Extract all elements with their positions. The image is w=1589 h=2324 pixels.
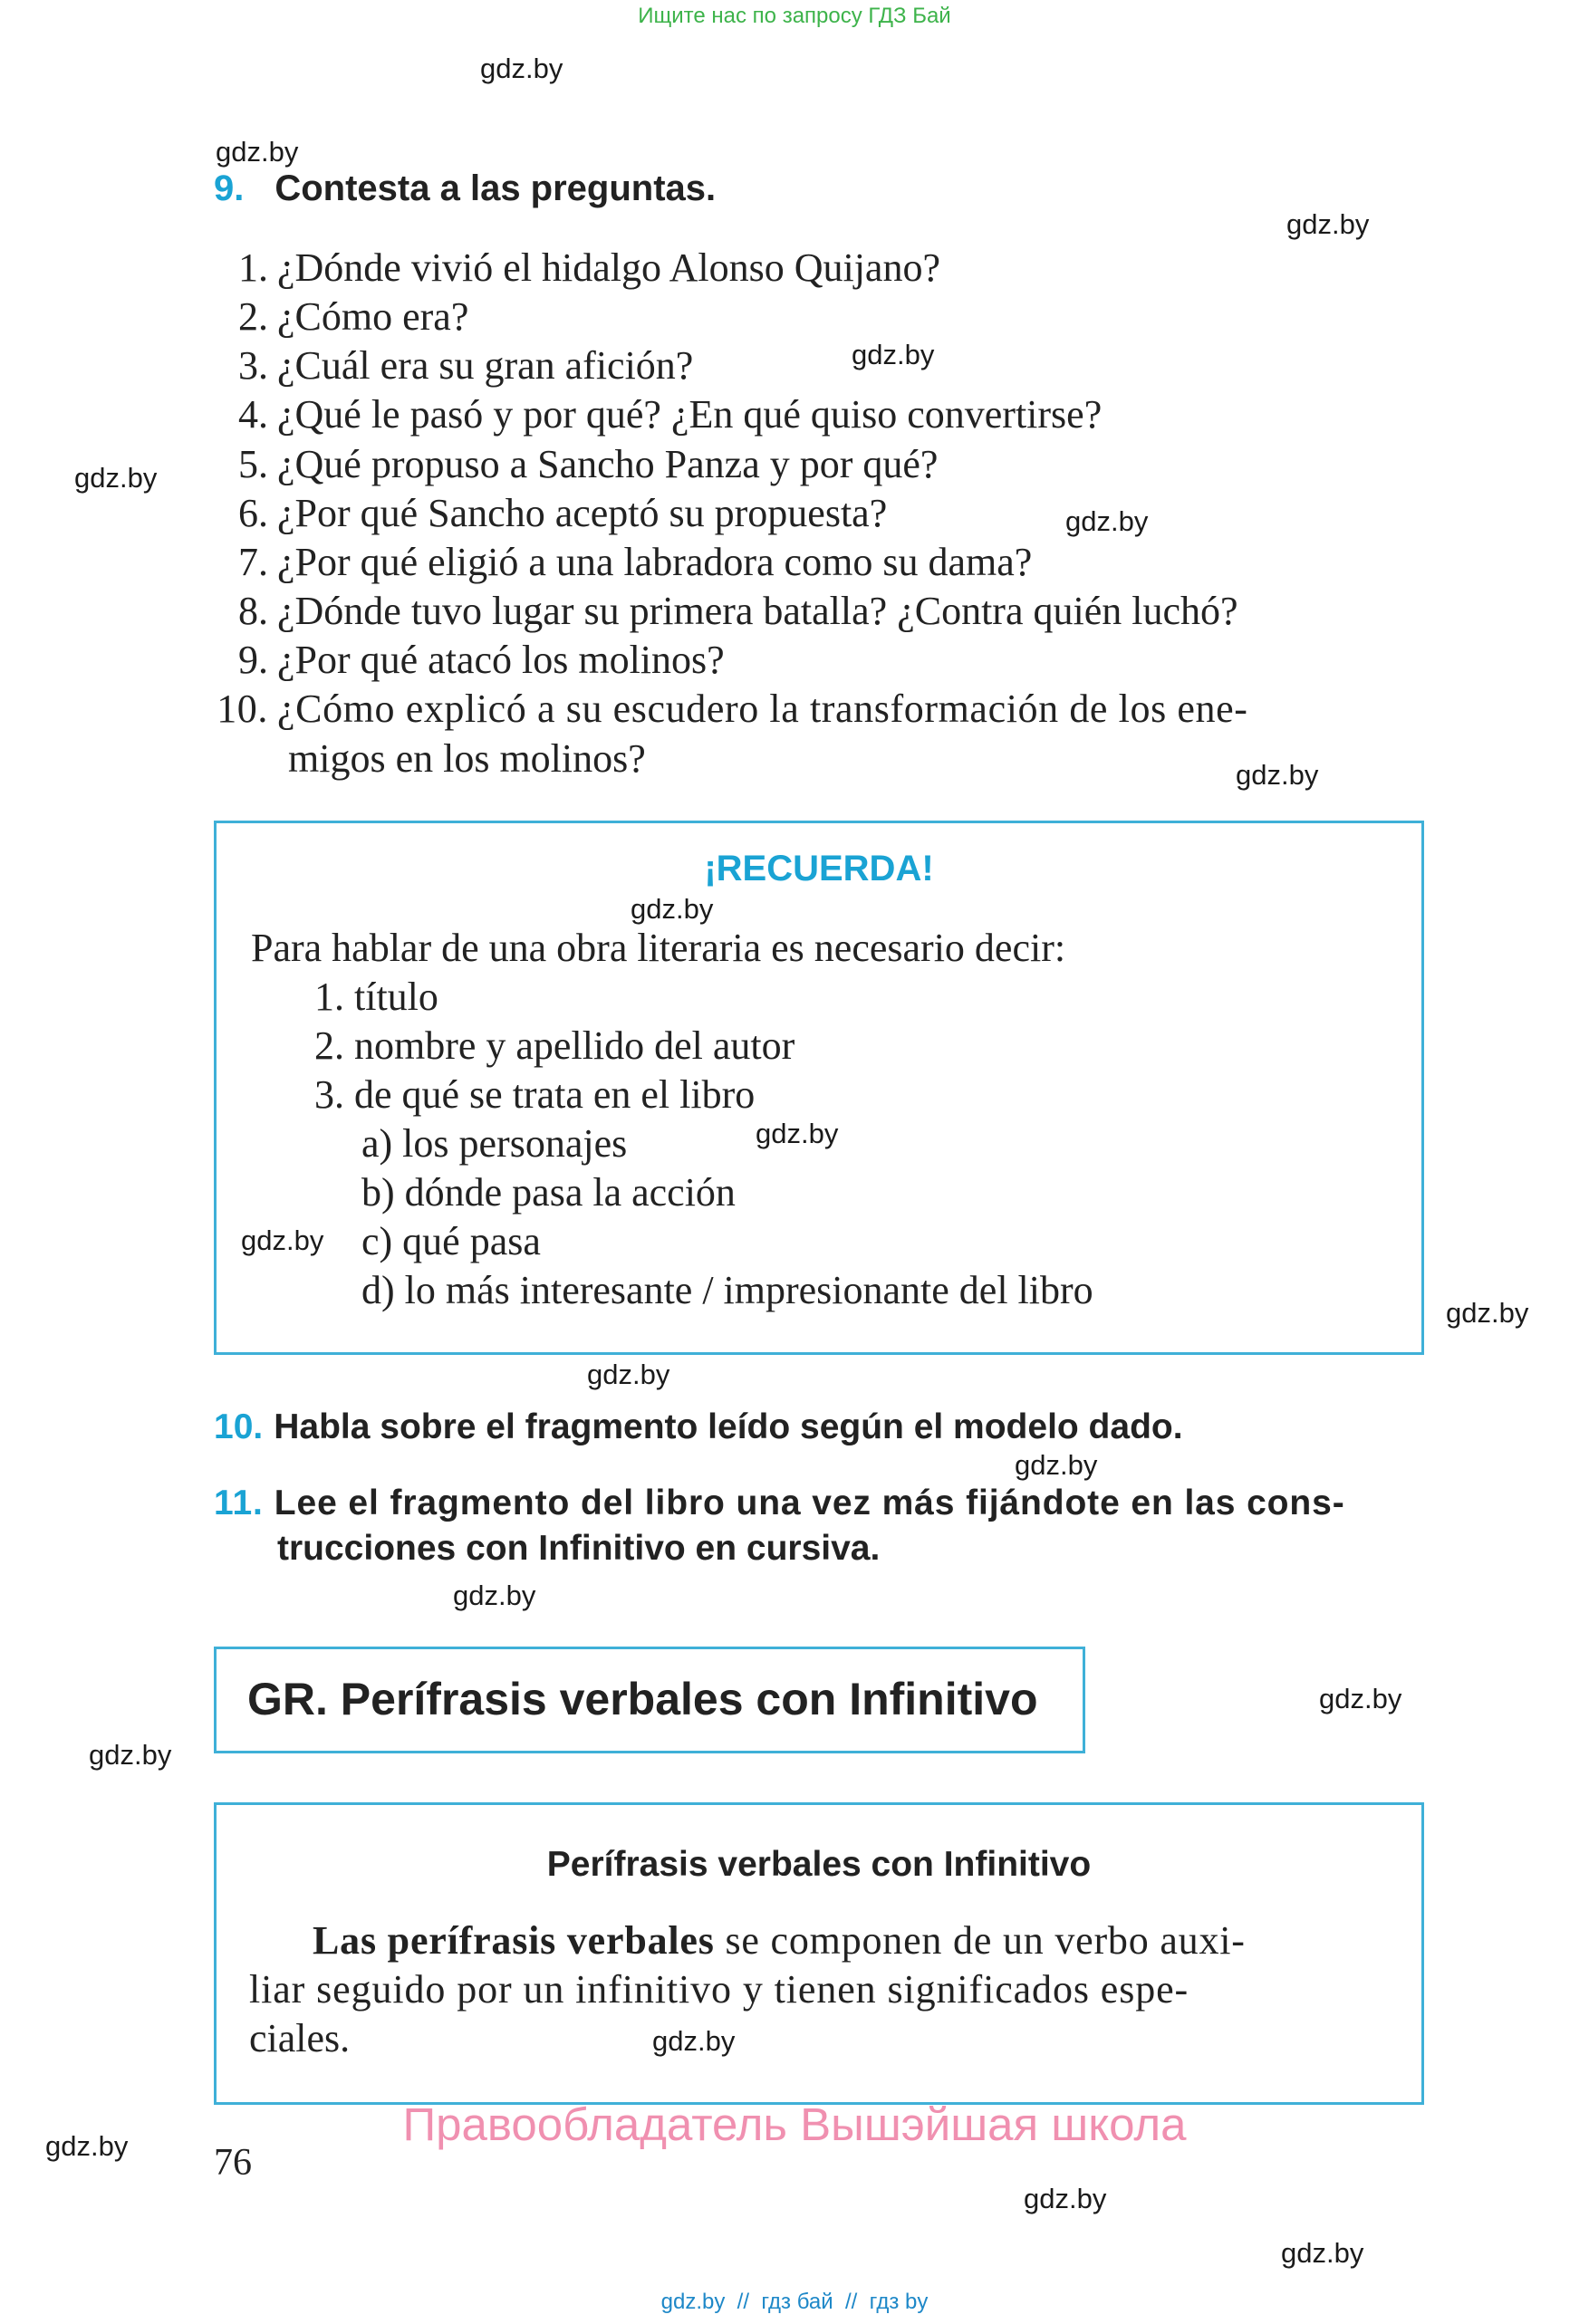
- question-item: 3. ¿Cuál era su gran afición?: [238, 343, 694, 388]
- question-item: 2. ¿Cómo era?: [238, 294, 469, 339]
- recuerda-intro: Para hablar de una obra literaria es necesario decir:: [251, 926, 1066, 970]
- question-item: 9. ¿Por qué atacó los molinos?: [238, 638, 725, 682]
- grammar-heading-box: [214, 1647, 1085, 1753]
- question-item: 6. ¿Por qué Sancho aceptó su propuesta?: [238, 491, 888, 535]
- exercise-text-line1: Lee el fragmento del libro una vez más fijándote en las cons-: [274, 1484, 1345, 1522]
- watermark: gdz.by: [480, 53, 563, 84]
- grammar-box: [214, 1802, 1424, 2105]
- watermark: gdz.by: [1446, 1297, 1529, 1329]
- question-item: 5. ¿Qué propuso a Sancho Panza y por qué?: [238, 442, 939, 486]
- watermark: gdz.by: [1024, 2183, 1107, 2214]
- watermark: gdz.by: [631, 893, 714, 925]
- watermark: gdz.by: [852, 339, 935, 370]
- grammar-bold-term: Las perífrasis verbales: [313, 1918, 715, 1963]
- watermark: gdz.by: [45, 2130, 129, 2162]
- watermark: gdz.by: [1281, 2237, 1364, 2269]
- recuerda-subitem: b) dónde pasa la acción: [361, 1170, 736, 1215]
- watermark: gdz.by: [1319, 1683, 1402, 1714]
- exercise-number: 9.: [214, 168, 245, 208]
- exercise-text: Habla sobre el fragmento leído según el modelo dado.: [274, 1407, 1183, 1446]
- exercise-number: 10.: [214, 1407, 264, 1446]
- watermark: gdz.by: [1015, 1449, 1098, 1481]
- page-number: 76: [214, 2142, 252, 2184]
- recuerda-box: [214, 821, 1424, 1355]
- question-item: 10. ¿Cómo explicó a su escudero la transformación de los ene-: [217, 687, 1248, 731]
- watermark: gdz.by: [652, 2025, 736, 2057]
- exercise-9-heading: [214, 168, 716, 209]
- watermark: gdz.by: [241, 1224, 324, 1256]
- recuerda-title: ¡RECUERDA!: [704, 849, 934, 888]
- watermark: gdz.by: [1065, 505, 1149, 537]
- exercise-10: [214, 1407, 1183, 1447]
- grammar-text-line1: Las perífrasis verbales se componen de un verbo auxi-: [313, 1918, 1246, 1963]
- recuerda-subitem: c) qué pasa: [361, 1219, 541, 1263]
- question-item: 8. ¿Dónde tuvo lugar su primera batalla? ¿Contra quién luchó?: [238, 589, 1238, 633]
- copyright-notice: Правообладатель Вышэйшая школа: [402, 2098, 1187, 2150]
- exercise-title: Contesta a las preguntas.: [274, 168, 717, 208]
- watermark: gdz.by: [216, 136, 299, 168]
- watermark: gdz.by: [587, 1359, 670, 1390]
- recuerda-item: 1. título: [314, 975, 438, 1019]
- grammar-text-line3: ciales.: [249, 2016, 351, 2060]
- grammar-text-line2: liar seguido por un infinitivo y tienen significados espe-: [249, 1967, 1189, 2012]
- watermark: gdz.by: [756, 1118, 839, 1149]
- exercise-text-line2: trucciones con Infinitivo en cursiva.: [277, 1529, 881, 1568]
- grammar-heading: GR. Perífrasis verbales con Infinitivo: [247, 1674, 1038, 1724]
- watermark: gdz.by: [74, 462, 158, 494]
- exercise-11: [214, 1484, 1345, 1523]
- recuerda-subitem: d) lo más interesante / impresionante del libro: [361, 1268, 1093, 1312]
- watermark: gdz.by: [1286, 208, 1370, 240]
- recuerda-item: 2. nombre y apellido del autor: [314, 1023, 795, 1068]
- exercise-number: 11.: [214, 1484, 264, 1522]
- top-banner: Ищите нас по запросу ГДЗ Бай: [638, 4, 951, 28]
- question-item: 1. ¿Dónde vivió el hidalgo Alonso Quijano?: [238, 245, 940, 290]
- bottom-banner: gdz.by // гдз бай // гдз by: [660, 2290, 929, 2314]
- grammar-box-title: Perífrasis verbales con Infinitivo: [546, 1845, 1092, 1884]
- watermark: gdz.by: [1236, 759, 1319, 791]
- question-item: 7. ¿Por qué eligió a una labradora como su dama?: [238, 540, 1033, 584]
- recuerda-subitem: a) los personajes: [361, 1121, 628, 1166]
- recuerda-item: 3. de qué se trata en el libro: [314, 1072, 756, 1117]
- watermark: gdz.by: [89, 1739, 172, 1771]
- watermark: gdz.by: [453, 1580, 536, 1611]
- question-item: 4. ¿Qué le pasó y por qué? ¿En qué quiso convertirse?: [238, 392, 1103, 437]
- question-item-continuation: migos en los molinos?: [288, 736, 646, 781]
